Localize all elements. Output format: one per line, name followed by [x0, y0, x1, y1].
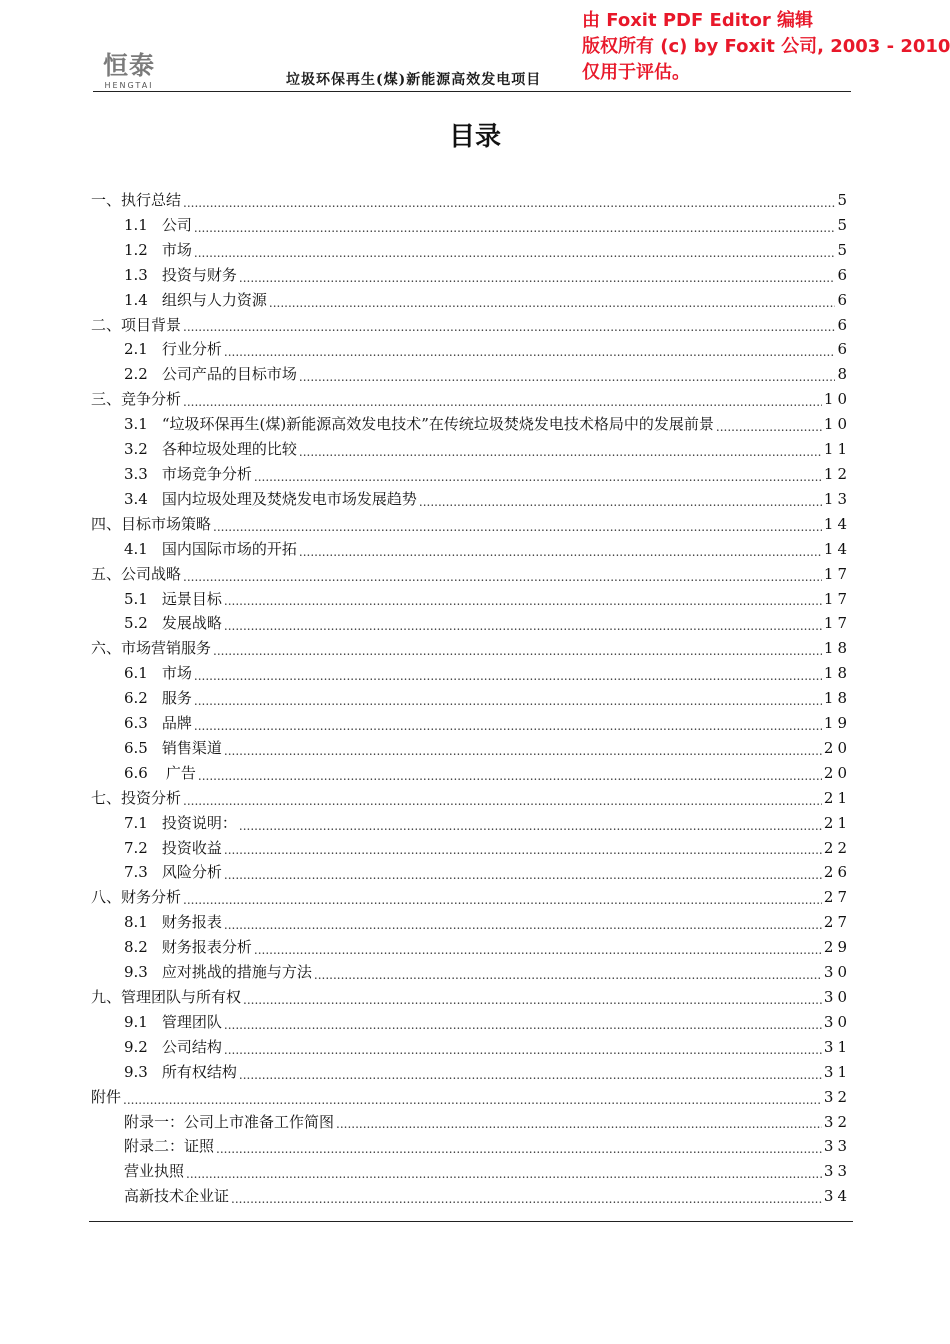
toc-dot-leader	[216, 1139, 822, 1159]
toc-entry-number: 3.2	[124, 440, 148, 459]
toc-entry-label: 远景目标	[161, 589, 222, 608]
toc-entry[interactable]	[91, 213, 851, 238]
toc-entry-label: 高新技术企业证	[124, 1187, 230, 1206]
toc-dot-leader	[194, 218, 836, 238]
toc-entry-label: 三、竞争分析	[91, 390, 182, 409]
toc-entry-number: 1.2	[124, 240, 148, 259]
header-divider	[93, 91, 851, 92]
toc-entry[interactable]	[91, 437, 851, 462]
toc-dot-leader	[314, 965, 822, 985]
toc-page-number: 30	[823, 1012, 851, 1031]
toc-entry-label: 七、投资分析	[91, 788, 182, 807]
toc-entry[interactable]	[91, 1184, 851, 1209]
toc-entry[interactable]	[91, 1060, 851, 1085]
toc-entry-label: 六、市场营销服务	[91, 639, 212, 658]
toc-dot-leader	[183, 392, 822, 412]
toc-dot-leader	[224, 1040, 822, 1060]
toc-page-number: 21	[823, 788, 851, 807]
toc-dot-leader	[183, 317, 835, 337]
toc-dot-leader	[183, 567, 822, 587]
toc-page-number: 30	[823, 988, 851, 1006]
toc-page-number: 10	[823, 390, 851, 409]
toc-entry-label: 五、公司战略	[91, 564, 182, 583]
watermark-line-3: 仅用于评估。	[582, 62, 690, 83]
toc-entry[interactable]	[91, 960, 851, 985]
toc-entry-number: 9.3	[124, 963, 148, 982]
toc-entry-number: 8.1	[124, 913, 148, 932]
toc-page-number: 5	[837, 240, 851, 259]
toc-entry[interactable]	[91, 1010, 851, 1035]
toc-entry-label: 附件	[91, 1087, 122, 1106]
toc-dot-leader	[224, 865, 822, 885]
toc-page-number: 18	[823, 689, 851, 708]
toc-entry-label: 市场竞争分析	[161, 464, 252, 483]
toc-dot-leader	[183, 193, 835, 213]
toc-entry-number: 9.2	[124, 1037, 148, 1056]
toc-entry[interactable]	[91, 362, 851, 387]
toc-entry-number: 6.5	[124, 738, 148, 757]
toc-dot-leader	[299, 542, 822, 562]
toc-entry-label: 八、财务分析	[91, 888, 182, 907]
toc-entry[interactable]	[91, 313, 851, 338]
toc-page-number: 10	[823, 415, 851, 434]
toc-dot-leader	[224, 1015, 822, 1035]
toc-entry-number: 5.1	[124, 589, 148, 608]
toc-page-number: 27	[823, 888, 851, 907]
toc-entry-number: 7.3	[124, 863, 148, 882]
toc-entry[interactable]	[91, 636, 851, 661]
toc-dot-leader	[239, 268, 836, 288]
toc-entry-label: 财务报表	[161, 913, 222, 932]
toc-page-number: 13	[823, 489, 851, 508]
toc-entry-label: 广告	[165, 763, 196, 782]
toc-entry-number: 2.1	[124, 340, 148, 359]
toc-entry[interactable]	[91, 412, 851, 437]
toc-dot-leader	[254, 467, 822, 487]
toc-page-number: 14	[823, 514, 851, 533]
page-title: 目录	[448, 122, 501, 152]
toc-entry-label: 投资收益	[161, 838, 222, 857]
toc-entry-label: 公司结构	[161, 1037, 222, 1056]
toc-page-number: 32	[823, 1087, 851, 1106]
toc-entry-label: 四、目标市场策略	[91, 514, 212, 533]
toc-entry[interactable]	[91, 686, 851, 711]
toc-dot-leader	[336, 1114, 822, 1134]
toc-page-number: 5	[837, 191, 851, 209]
toc-page-number: 6	[837, 265, 851, 284]
toc-entry[interactable]	[91, 761, 851, 786]
toc-page-number: 19	[823, 714, 851, 733]
toc-entry-number: 8.2	[124, 938, 148, 957]
toc-dot-leader	[224, 741, 822, 761]
toc-entry[interactable]	[91, 1134, 851, 1159]
toc-page-number: 29	[823, 938, 851, 957]
toc-page-number: 33	[823, 1162, 851, 1181]
toc-entry-number: 1.4	[124, 290, 148, 309]
watermark-line-1: 由 Foxit PDF Editor 编辑	[582, 10, 814, 31]
foxit-watermark	[582, 8, 950, 86]
toc-dot-leader	[239, 1065, 822, 1085]
logo-english-text: HENGTAI	[104, 81, 154, 90]
toc-entry[interactable]	[91, 387, 851, 412]
toc-entry[interactable]	[91, 188, 851, 213]
toc-entry[interactable]	[91, 711, 851, 736]
toc-entry-label: 市场	[161, 664, 192, 683]
toc-dot-leader	[419, 492, 822, 512]
logo-chinese-text: 恒泰	[102, 51, 155, 80]
toc-dot-leader	[213, 641, 822, 661]
toc-entry-label: 行业分析	[161, 340, 222, 359]
toc-entry-number: 6.3	[124, 714, 148, 733]
toc-dot-leader	[269, 293, 836, 313]
toc-dot-leader	[299, 442, 822, 462]
toc-entry-label: 九、管理团队与所有权	[91, 988, 242, 1006]
toc-entry-label: 投资说明：	[161, 813, 237, 832]
toc-entry-number: 4.1	[124, 539, 148, 558]
toc-entry-number: 6.6	[124, 763, 148, 782]
toc-entry[interactable]	[91, 487, 851, 512]
toc-entry-label: 风险分析	[161, 863, 222, 882]
toc-dot-leader	[243, 990, 822, 1010]
toc-page-number: 17	[823, 564, 851, 583]
toc-page-number: 6	[837, 315, 851, 334]
toc-entry-label: 营业执照	[124, 1162, 185, 1181]
toc-dot-leader	[194, 691, 822, 711]
toc-entry[interactable]	[91, 885, 851, 910]
toc-page-number: 17	[823, 614, 851, 633]
toc-entry[interactable]	[91, 1159, 851, 1184]
toc-entry[interactable]	[91, 910, 851, 935]
toc-page-number: 27	[823, 913, 851, 932]
toc-entry[interactable]	[91, 985, 851, 1010]
toc-dot-leader	[224, 840, 822, 860]
toc-page-number: 22	[823, 838, 851, 857]
toc-entry-label: 所有权结构	[161, 1062, 237, 1081]
toc-dot-leader	[239, 816, 822, 836]
toc-entry-label: 二、项目背景	[91, 315, 182, 334]
toc-entry[interactable]	[91, 462, 851, 487]
toc-entry-label: 投资与财务	[161, 265, 237, 284]
toc-page-number: 31	[823, 1062, 851, 1081]
toc-entry[interactable]	[91, 238, 851, 263]
toc-entry-label: 各种垃圾处理的比较	[161, 440, 297, 459]
document-header-title: 垃圾环保再生(煤)新能源高效发电项目	[286, 72, 542, 88]
toc-entry-label: 公司	[161, 215, 192, 234]
toc-entry[interactable]	[91, 1110, 851, 1135]
toc-dot-leader	[194, 243, 836, 263]
toc-dot-leader	[194, 716, 822, 736]
toc-page-number: 8	[837, 365, 851, 384]
toc-entry[interactable]	[91, 935, 851, 960]
toc-page-number: 21	[823, 813, 851, 832]
toc-page-number: 18	[823, 664, 851, 683]
toc-entry-label: 应对挑战的措施与方法	[161, 963, 312, 982]
toc-entry-label: 品牌	[161, 714, 192, 733]
toc-entry-number: 6.1	[124, 664, 148, 683]
toc-entry-label: 国内垃圾处理及焚烧发电市场发展趋势	[161, 489, 417, 508]
toc-entry-label: 服务	[161, 689, 192, 708]
toc-entry-number: 1.1	[124, 215, 148, 234]
toc-entry[interactable]	[91, 288, 851, 313]
toc-entry-number: 5.2	[124, 614, 148, 633]
toc-entry-number: 7.1	[124, 813, 148, 832]
watermark-line-2: 版权所有 (c) by Foxit 公司, 2003 - 2010	[582, 36, 950, 57]
toc-page-number: 20	[823, 763, 851, 782]
toc-page-number: 34	[823, 1187, 851, 1206]
toc-entry[interactable]	[91, 562, 851, 587]
toc-page-number: 20	[823, 738, 851, 757]
toc-entry-label: 发展战略	[161, 614, 222, 633]
toc-dot-leader	[194, 666, 822, 686]
toc-page-number: 32	[823, 1112, 851, 1131]
toc-entry-label: 财务报表分析	[161, 938, 252, 957]
toc-entry-label: “垃圾环保再生(煤)新能源高效发电技术”在传统垃圾焚烧发电技术格局中的发展前景	[161, 415, 714, 434]
toc-dot-leader	[716, 417, 822, 437]
toc-entry[interactable]	[91, 860, 851, 885]
toc-entry[interactable]	[91, 337, 851, 362]
toc-page-number: 6	[837, 340, 851, 359]
toc-page-number: 14	[823, 539, 851, 558]
toc-page-number: 31	[823, 1037, 851, 1056]
toc-dot-leader	[123, 1090, 822, 1110]
toc-entry-number: 3.3	[124, 464, 148, 483]
toc-dot-leader	[224, 342, 836, 362]
toc-entry-label: 管理团队	[161, 1012, 222, 1031]
toc-dot-leader	[186, 1164, 822, 1184]
toc-page-number: 5	[837, 215, 851, 234]
toc-entry-label: 国内国际市场的开拓	[161, 539, 297, 558]
toc-dot-leader	[224, 591, 822, 611]
toc-entry[interactable]	[91, 537, 851, 562]
toc-entry-number: 3.4	[124, 489, 148, 508]
toc-page-number: 11	[823, 440, 851, 459]
toc-page-number: 33	[823, 1137, 851, 1156]
toc-page-number: 12	[823, 464, 851, 483]
toc-entry-label: 附录二：证照	[124, 1137, 215, 1156]
toc-page-number: 18	[823, 639, 851, 658]
company-logo	[97, 52, 161, 91]
toc-entry-label: 附录一：公司上市准备工作简图	[124, 1112, 335, 1131]
toc-entry[interactable]	[91, 736, 851, 761]
toc-entry[interactable]	[91, 512, 851, 537]
toc-entry-label: 一、执行总结	[91, 191, 182, 209]
toc-entry[interactable]	[91, 611, 851, 636]
toc-entry-number: 3.1	[124, 415, 148, 434]
toc-entry-label: 公司产品的目标市场	[161, 365, 297, 384]
toc-entry-number: 9.3	[124, 1062, 148, 1081]
table-of-contents	[91, 188, 851, 1209]
toc-page-number: 30	[823, 963, 851, 982]
toc-entry[interactable]	[91, 786, 851, 811]
toc-entry[interactable]	[91, 1035, 851, 1060]
toc-entry-number: 9.1	[124, 1012, 148, 1031]
toc-dot-leader	[224, 616, 822, 636]
toc-page-number: 6	[837, 290, 851, 309]
toc-dot-leader	[198, 766, 822, 786]
toc-entry[interactable]	[91, 263, 851, 288]
toc-dot-leader	[254, 940, 822, 960]
toc-dot-leader	[299, 367, 836, 387]
toc-page-number: 26	[823, 863, 851, 882]
toc-entry[interactable]	[91, 1085, 851, 1110]
toc-entry[interactable]	[91, 661, 851, 686]
toc-entry[interactable]	[91, 587, 851, 612]
toc-entry-number: 1.3	[124, 265, 148, 284]
toc-entry-label: 销售渠道	[161, 738, 222, 757]
toc-dot-leader	[224, 915, 822, 935]
toc-dot-leader	[231, 1189, 822, 1209]
toc-entry-number: 6.2	[124, 689, 148, 708]
toc-entry[interactable]	[91, 811, 851, 836]
toc-dot-leader	[213, 517, 822, 537]
toc-dot-leader	[183, 791, 822, 811]
toc-entry-label: 组织与人力资源	[161, 290, 267, 309]
toc-dot-leader	[183, 890, 822, 910]
toc-entry-label: 市场	[161, 240, 192, 259]
toc-page-number: 17	[823, 589, 851, 608]
toc-entry[interactable]	[91, 836, 851, 861]
toc-entry-number: 2.2	[124, 365, 148, 384]
toc-entry-number: 7.2	[124, 838, 148, 857]
footer-divider	[89, 1221, 853, 1222]
